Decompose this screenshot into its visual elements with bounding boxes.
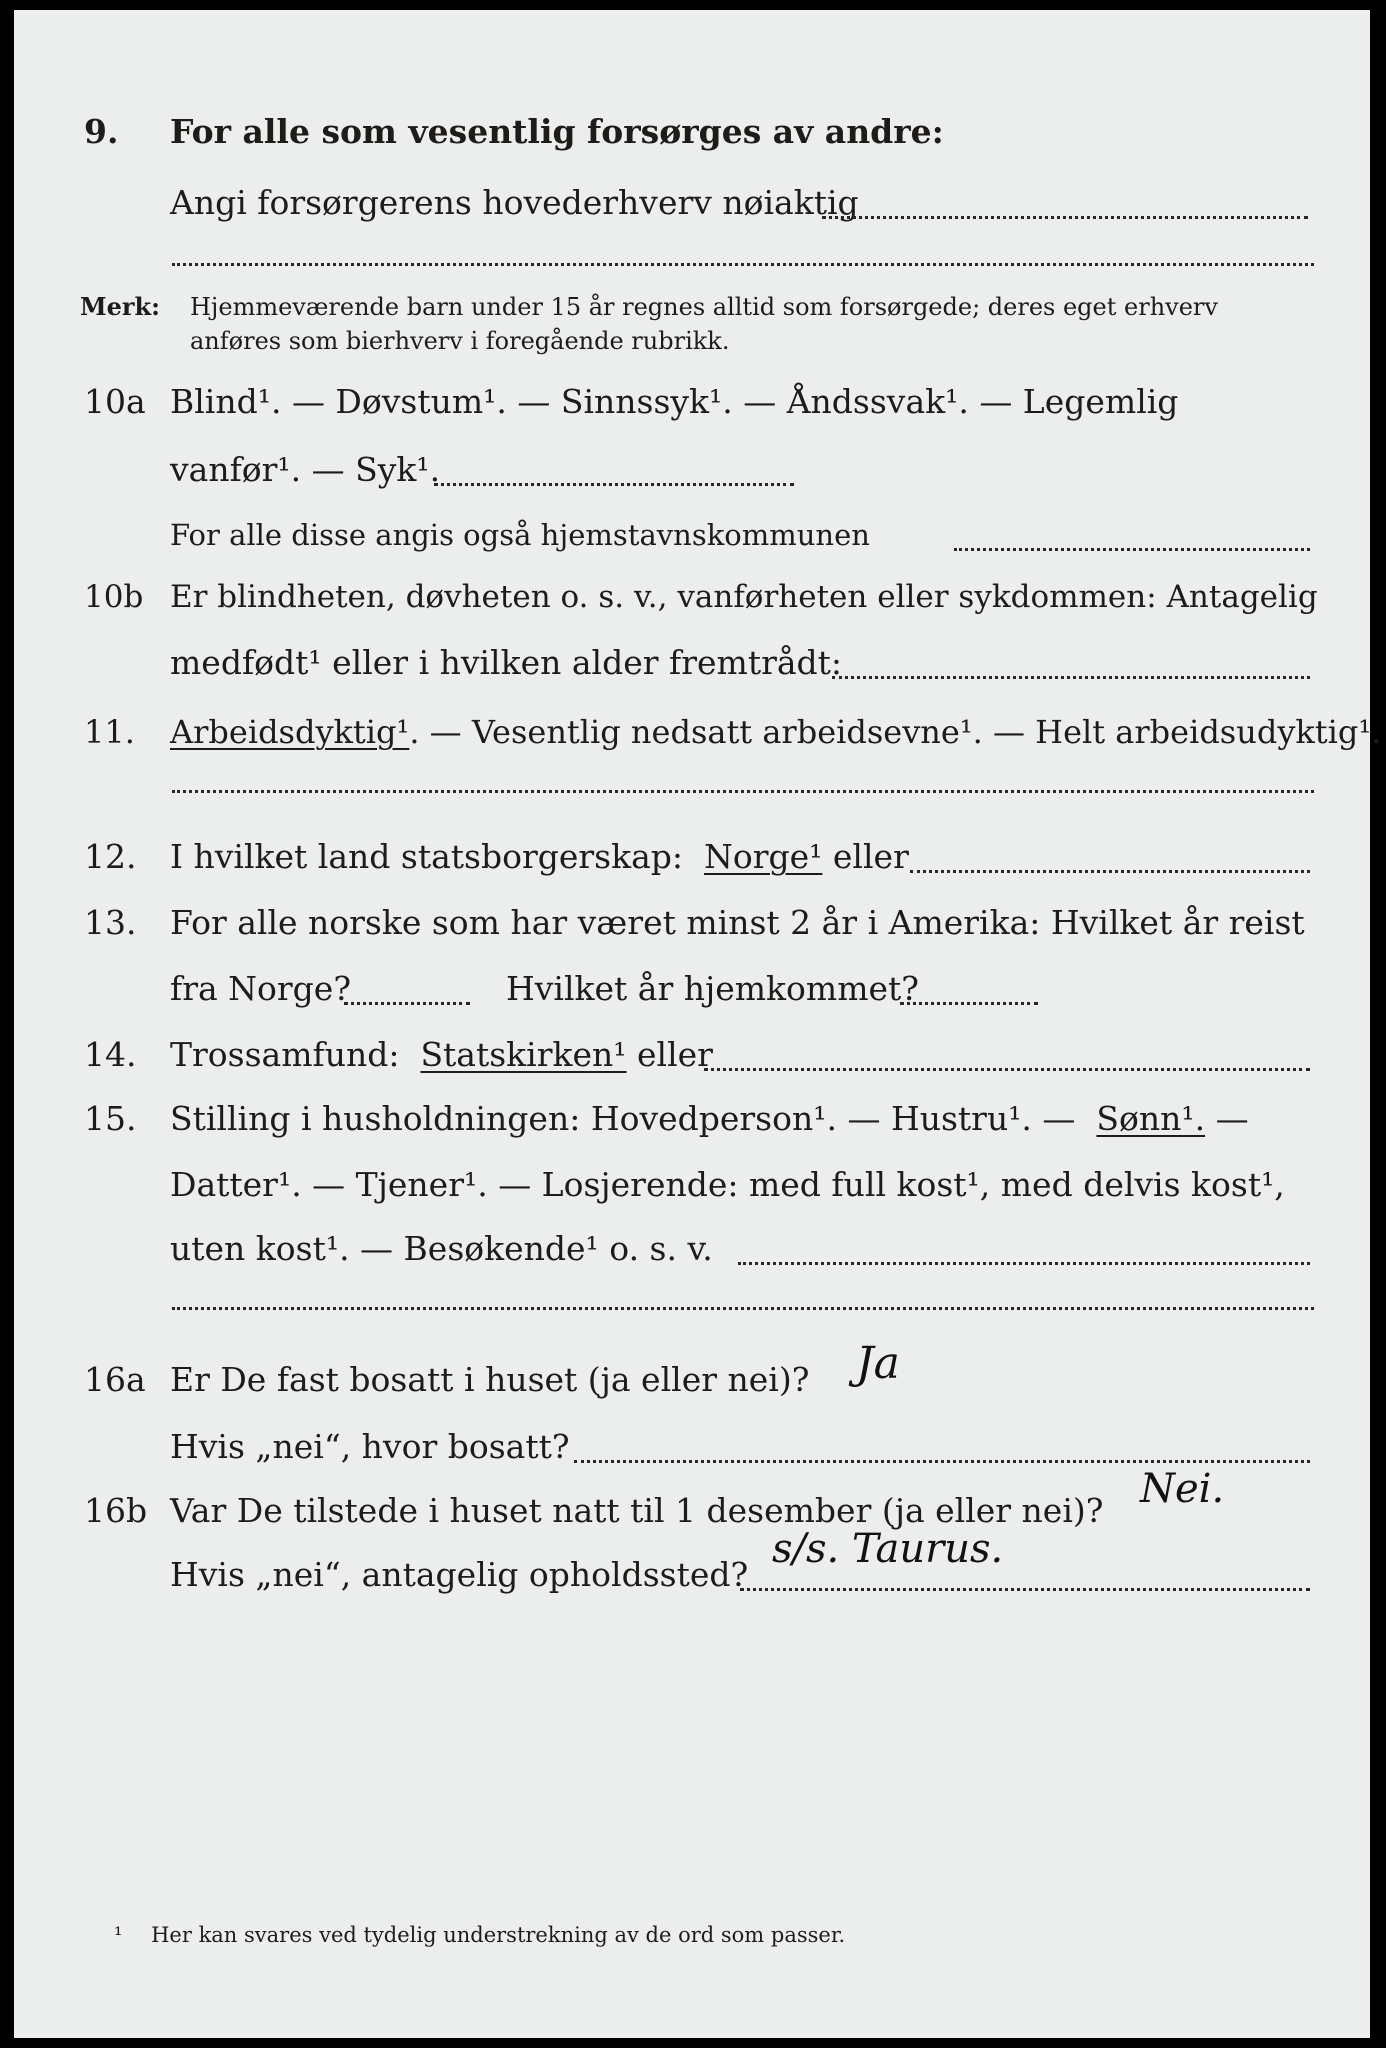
question-10a-line-2	[14, 445, 1370, 495]
question-text: medfødt¹ eller i hvilken alder fremtrådt:	[170, 643, 843, 682]
question-16a-line-2	[14, 1422, 1370, 1472]
question-16a	[14, 1355, 1370, 1405]
question-text: Hvis „nei“, hvor bosatt?	[170, 1427, 570, 1466]
question-text: For alle disse angis også hjemstavnskommunen	[170, 518, 870, 552]
answer-line[interactable]	[900, 1002, 1038, 1005]
answer-line[interactable]	[740, 1588, 1310, 1591]
answer-line[interactable]	[738, 1262, 1310, 1265]
handwritten-answer[interactable]: s/s. Taurus.	[772, 1526, 1004, 1572]
answer-line[interactable]	[704, 1068, 1310, 1071]
question-15-line-3	[14, 1224, 1370, 1274]
question-11	[14, 707, 1382, 757]
note-label: Merk:	[80, 292, 160, 321]
answer-line[interactable]	[434, 483, 794, 486]
note-text: Hjemmeværende barn under 15 år regnes alltid som forsørgede; deres eget erhverv	[190, 293, 1218, 321]
question-10a	[14, 377, 1370, 427]
handwritten-answer[interactable]: Ja	[856, 1338, 900, 1389]
question-text: uten kost¹. — Besøkende¹ o. s. v.	[170, 1229, 713, 1268]
answer-line[interactable]	[574, 1460, 1310, 1463]
question-text: Er blindheten, døvheten o. s. v., vanførheten eller sykdommen: Antagelig	[170, 579, 1318, 615]
question-number: 12.	[84, 837, 137, 876]
question-14	[14, 1030, 1370, 1080]
answer-line[interactable]	[172, 1307, 1314, 1310]
footnote	[114, 1920, 845, 1950]
answer-line[interactable]	[344, 1002, 470, 1005]
question-text: Hvilket år hjemkommet?	[506, 969, 919, 1008]
census-form-page	[14, 10, 1382, 2038]
question-text: Angi forsørgerens hovederhverv nøiaktig	[170, 183, 859, 222]
question-text: For alle norske som har været minst 2 år i Amerika: Hvilket år reist	[170, 903, 1305, 942]
question-text: Var De tilstede i huset natt til 1 desember (ja eller nei)?	[170, 1491, 1104, 1530]
question-text	[170, 1030, 713, 1080]
question-number: 14.	[84, 1035, 137, 1074]
question-text: Hvis „nei“, antagelig opholdssted?	[170, 1555, 749, 1594]
question-12	[14, 832, 1370, 882]
question-number: 13.	[84, 903, 137, 942]
question-number: 9.	[84, 112, 119, 151]
question-13	[14, 898, 1370, 948]
note-text: anføres som bierhverv i foregående rubrikk.	[190, 327, 730, 355]
answer-line[interactable]	[172, 263, 1314, 266]
option-norge[interactable]: Norge¹	[704, 837, 823, 876]
question-number: 16b	[84, 1491, 148, 1530]
question-number: 10b	[84, 579, 144, 615]
question-10a-line-3	[14, 510, 1370, 560]
question-text: —	[1215, 1099, 1249, 1138]
answer-line[interactable]	[954, 548, 1310, 551]
option-statskirken[interactable]: Statskirken¹	[420, 1035, 627, 1074]
footnote-text: Her kan svares ved tydelig understrekning av de ord som passer.	[151, 1923, 846, 1947]
question-title: For alle som vesentlig forsørges av andre:	[170, 112, 944, 151]
question-text: Trossamfund:	[170, 1035, 400, 1074]
question-15	[14, 1094, 1370, 1144]
question-text	[170, 1094, 1249, 1144]
question-text	[170, 707, 1381, 757]
question-text: Stilling i husholdningen: Hovedperson¹. — Hustru¹. —	[170, 1099, 1076, 1138]
question-text: eller	[832, 837, 909, 876]
option-rest: . — Vesentlig nedsatt arbeidsevne¹. — Helt arbeidsudyktig¹.	[409, 713, 1382, 751]
question-9	[14, 107, 1370, 157]
question-13-line-2	[14, 964, 1370, 1014]
question-10b	[14, 572, 1370, 622]
question-15-line-2	[14, 1160, 1370, 1210]
answer-line[interactable]	[832, 676, 1310, 679]
answer-line[interactable]	[172, 790, 1314, 793]
question-text	[170, 832, 909, 882]
answer-line[interactable]	[822, 216, 1308, 219]
question-number: 10a	[84, 382, 146, 421]
question-text: Er De fast bosatt i huset (ja eller nei)?	[170, 1360, 810, 1399]
question-text: eller	[637, 1035, 713, 1074]
question-number: 11.	[84, 713, 135, 751]
question-number: 16a	[84, 1360, 146, 1399]
question-text: fra Norge?	[170, 969, 352, 1008]
option-arbeidsdyktig[interactable]: Arbeidsdyktig¹	[170, 713, 410, 751]
handwritten-answer[interactable]: Nei.	[1140, 1466, 1225, 1512]
question-number: 15.	[84, 1099, 137, 1138]
question-10b-line-2	[14, 638, 1370, 688]
question-text: vanfør¹. — Syk¹.	[170, 450, 441, 489]
question-16b-line-2	[14, 1550, 1370, 1600]
question-text: Blind¹. — Døvstum¹. — Sinnssyk¹. — Åndssvak¹. — Legemlig	[170, 382, 1179, 421]
question-9-line-2	[14, 178, 1370, 228]
question-text: I hvilket land statsborgerskap:	[170, 837, 684, 876]
answer-line[interactable]	[910, 870, 1310, 873]
footnote-mark: ¹	[114, 1923, 123, 1947]
question-text: Datter¹. — Tjener¹. — Losjerende: med full kost¹, med delvis kost¹,	[170, 1165, 1285, 1204]
option-sonn[interactable]: Sønn¹.	[1096, 1099, 1206, 1138]
